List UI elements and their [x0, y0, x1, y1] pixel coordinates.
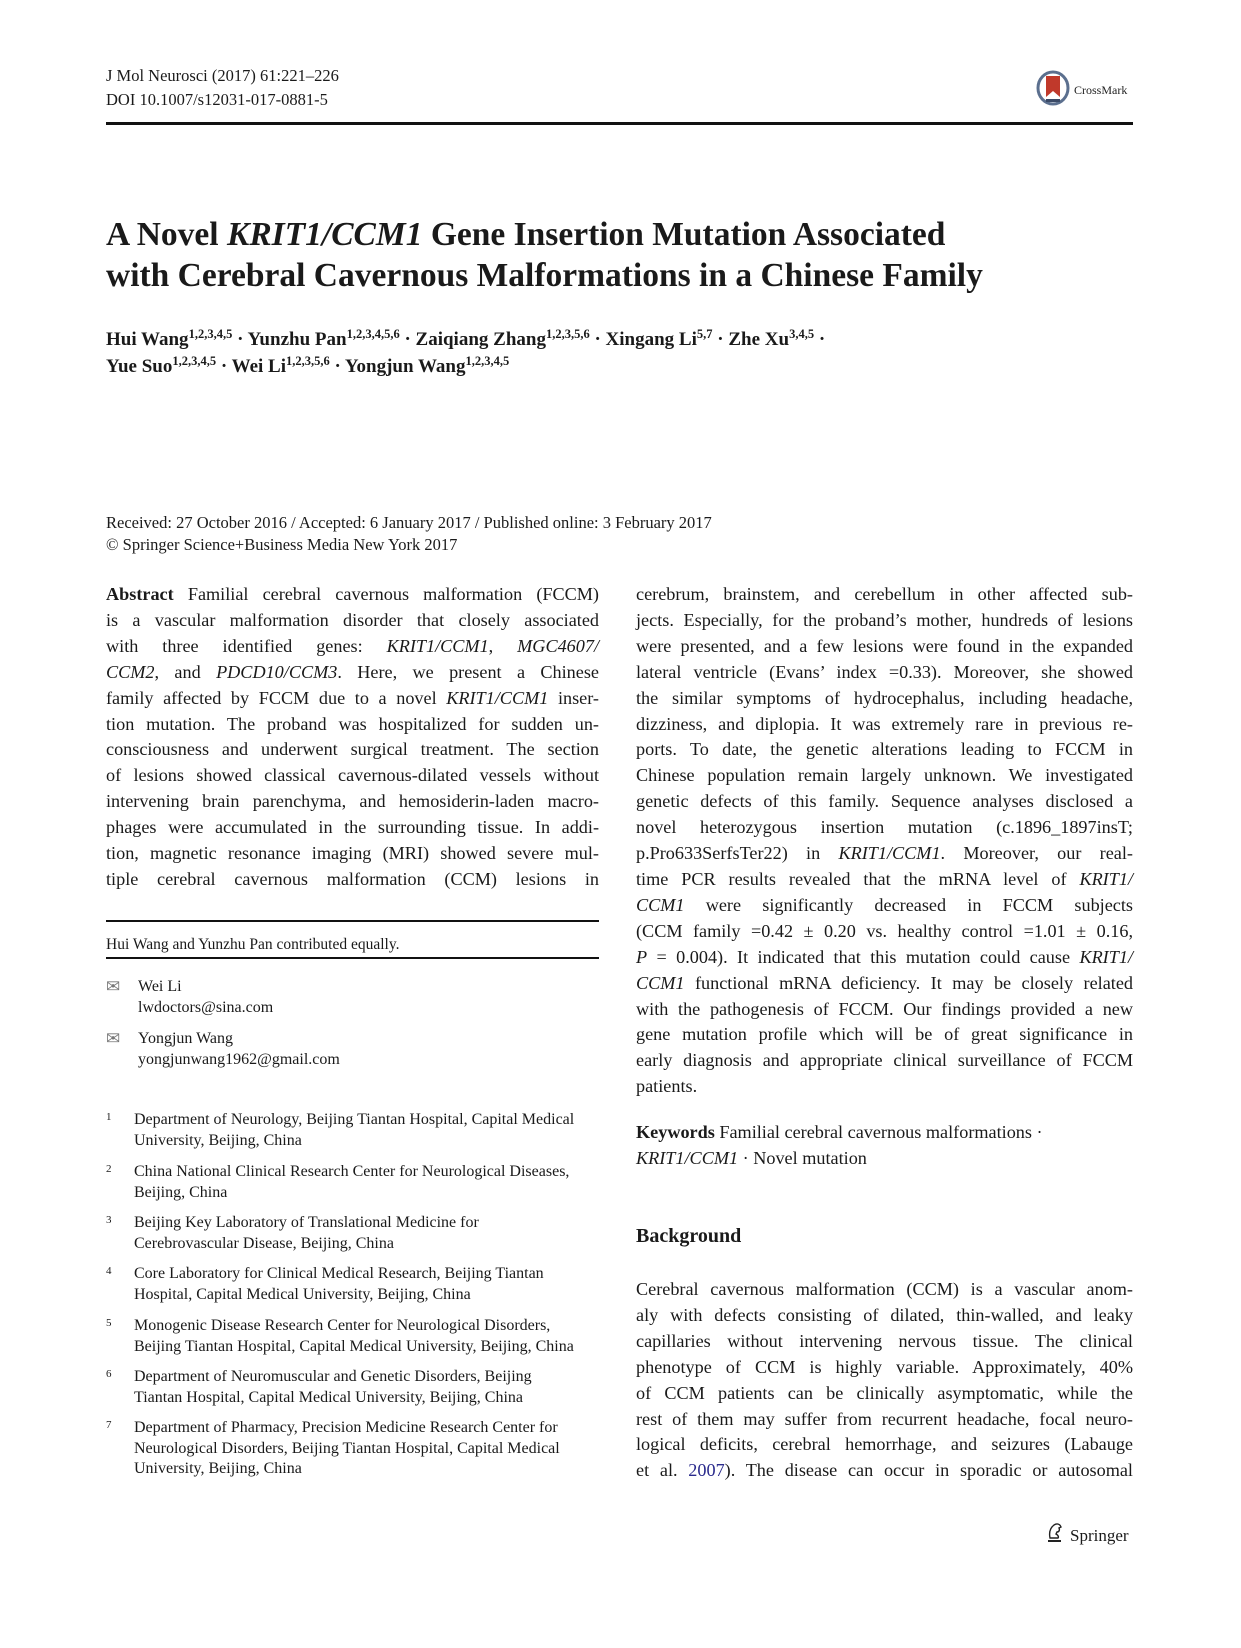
- affiliation-2: [106, 1162, 606, 1203]
- text-line: phages were accumulated in the surrounding tissue. In addi-: [106, 817, 599, 838]
- springer-horse-icon: [1046, 1522, 1064, 1549]
- author-separator: ·: [399, 329, 416, 350]
- title-line-2: with Cerebral Cavernous Malformations in a Chinese Family: [106, 257, 983, 294]
- affiliation-text: Beijing Key Laboratory of Translational Medicine for: [134, 1214, 479, 1231]
- author-separator: ·: [329, 356, 345, 377]
- author-separator: ·: [232, 329, 248, 350]
- affiliation-5: [106, 1316, 606, 1357]
- affiliation-text: Tiantan Hospital, Capital Medical University, Beijing, China: [134, 1388, 523, 1406]
- italic-gene-name: CCM2: [106, 661, 155, 682]
- text-line: capillaries without intervening nervous tissue. The clinical: [636, 1330, 1133, 1351]
- affiliation-number: 1: [106, 1111, 112, 1123]
- envelope-icon: ✉: [106, 977, 121, 996]
- affiliation-text: Core Laboratory for Clinical Medical Research, Beijing Tiantan: [134, 1265, 544, 1282]
- text-line: consciousness and underwent surgical treatment. The section: [106, 739, 599, 760]
- text-line: logical deficits, cerebral hemorrhage, and seizures (Labauge: [636, 1434, 1133, 1455]
- affiliation-number: 6: [106, 1368, 112, 1380]
- author-separator: ·: [216, 356, 232, 377]
- contact-email[interactable]: lwdoctors@sina.com: [138, 999, 274, 1016]
- text-line: jects. Especially, for the proband’s mother, hundreds of lesions: [636, 609, 1133, 630]
- author-affiliation-marks: 1,2,3,4,5: [188, 327, 233, 341]
- publisher-name: Springer: [1070, 1525, 1129, 1545]
- italic-gene-name: KRIT1/: [1079, 868, 1133, 889]
- citation-link[interactable]: 2007: [688, 1460, 725, 1481]
- author-name[interactable]: Zaiqiang Zhang: [415, 329, 546, 350]
- section-heading-background: Background: [636, 1225, 742, 1247]
- crossmark-badge[interactable]: [1036, 70, 1127, 111]
- footnote-rule-top: [106, 920, 599, 922]
- envelope-icon: ✉: [106, 1029, 121, 1048]
- author-affiliation-marks: 5,7: [696, 327, 713, 341]
- text-line: rest of them may suffer from recurrent headache, focal neuro-: [636, 1408, 1133, 1429]
- springer-footer-logo: [1046, 1522, 1129, 1549]
- text-line: ports. To date, the genetic alterations leading to FCCM in: [636, 739, 1133, 760]
- italic-gene-name: PDCD10/CCM3: [216, 661, 338, 682]
- affiliation-text: Beijing, China: [134, 1183, 228, 1201]
- author-affiliation-marks: 1,2,3,5,6: [286, 354, 330, 368]
- text-line: early diagnosis and appropriate clinical surveillance of FCCM: [636, 1050, 1133, 1071]
- footnote-rule-bottom: [106, 957, 599, 959]
- author-affiliation-marks: 1,2,3,4,5: [172, 354, 217, 368]
- text-line: tion mutation. The proband was hospitalized for sudden un-: [106, 713, 599, 734]
- affiliation-number: 7: [106, 1419, 112, 1431]
- background-paragraph: [636, 1277, 1133, 1484]
- affiliation-text: Beijing Tiantan Hospital, Capital Medical University, Beijing, China: [134, 1337, 574, 1355]
- equal-contribution-note: Hui Wang and Yunzhu Pan contributed equally.: [106, 936, 400, 953]
- author-affiliation-marks: 1,2,3,5,6: [545, 327, 590, 341]
- text-line: with the pathogenesis of FCCM. Our findings provided a new: [636, 998, 1133, 1019]
- text-line: gene mutation profile which will be of great significance in: [636, 1024, 1133, 1045]
- author-name[interactable]: Yunzhu Pan: [247, 329, 347, 350]
- journal-header: [106, 64, 339, 112]
- italic-gene-name: KRIT1/: [1079, 946, 1133, 967]
- paper-title: [106, 214, 1136, 296]
- keywords: Keywords Familial cerebral cavernous malformations · KRIT1/CCM1 · Novel mutation: [636, 1122, 1043, 1168]
- affiliation-text: Department of Neurology, Beijing Tiantan Hospital, Capital Medical: [134, 1111, 575, 1128]
- affiliation-text: Neurological Disorders, Beijing Tiantan Hospital, Capital Medical: [134, 1439, 560, 1457]
- doi[interactable]: DOI 10.1007/s12031-017-0881-5: [106, 90, 328, 109]
- affiliation-1: [106, 1110, 606, 1151]
- affiliation-6: [106, 1367, 606, 1408]
- text-line: with three identified genes: KRIT1/CCM1, MGC4607/: [106, 635, 599, 656]
- keywords-label: Keywords: [636, 1122, 715, 1142]
- text-line: novel heterozygous insertion mutation (c.1896_1897insT;: [636, 817, 1133, 838]
- affiliation-text: University, Beijing, China: [134, 1131, 302, 1149]
- title-line-1: A Novel KRIT1/CCM1 Gene Insertion Mutation Associated: [106, 216, 946, 253]
- author-affiliation-marks: 1,2,3,4,5,6: [346, 327, 400, 341]
- text-line: Cerebral cavernous malformation (CCM) is a vascular anom-: [636, 1279, 1133, 1299]
- text-line: CCM2, and PDCD10/CCM3. Here, we present a Chinese: [106, 661, 599, 682]
- text-line: dizziness, and diplopia. It was extremely rare in previous re-: [636, 713, 1133, 734]
- text-line: Chinese population remain largely unknown. We investigated: [636, 765, 1133, 786]
- text-line: (CCM family =0.42 ± 0.20 vs. healthy control =1.01 ± 0.16,: [636, 920, 1133, 941]
- italic-gene-name: KRIT1/CCM1: [386, 635, 489, 656]
- contact-email[interactable]: yongjunwang1962@gmail.com: [138, 1051, 340, 1068]
- crossmark-icon: [1036, 70, 1070, 111]
- affiliation-number: 4: [106, 1265, 112, 1277]
- text-line: were presented, and a few lesions were found in the expanded: [636, 635, 1133, 656]
- text-line: of CCM patients can be clinically asymptomatic, while the: [636, 1382, 1133, 1403]
- abstract-right-column: [636, 582, 1133, 1100]
- affiliation-text: University, Beijing, China: [134, 1460, 302, 1477]
- affiliation-text: China National Clinical Research Center for Neurological Diseases,: [134, 1163, 570, 1180]
- text-line: P = 0.004). It indicated that this mutation could cause KRIT1/: [636, 946, 1133, 967]
- affiliation-4: [106, 1264, 606, 1305]
- affiliation-7: [106, 1418, 606, 1480]
- text-line: phenotype of CCM is highly variable. Approximately, 40%: [636, 1356, 1133, 1377]
- author-name[interactable]: Zhe Xu: [728, 329, 790, 350]
- contact-name: Wei Li: [138, 978, 182, 995]
- italic-gene-name: KRIT1/CCM1: [838, 843, 941, 864]
- abstract-left-column: [106, 582, 599, 893]
- text-line: cerebrum, brainstem, and cerebellum in other affected sub-: [636, 584, 1133, 604]
- italic-gene-name: CCM1: [636, 972, 685, 993]
- italic-gene-name: P: [636, 946, 648, 967]
- author-list: [106, 326, 1136, 380]
- text-line: intervening brain parenchyma, and hemosiderin-laden macro-: [106, 791, 599, 812]
- affiliation-number: 5: [106, 1317, 112, 1329]
- affiliation-number: 3: [106, 1214, 112, 1226]
- affiliation-text: Hospital, Capital Medical University, Beijing, China: [134, 1285, 471, 1303]
- text-line: of lesions showed classical cavernous-dilated vessels without: [106, 765, 599, 786]
- affiliation-text: Cerebrovascular Disease, Beijing, China: [134, 1234, 394, 1252]
- text-line: tion, magnetic resonance imaging (MRI) showed severe mul-: [106, 843, 599, 864]
- author-name[interactable]: Yongjun Wang: [344, 356, 466, 377]
- affiliation-number: 2: [106, 1163, 112, 1175]
- text-line: is a vascular malformation disorder that closely associated: [106, 609, 599, 630]
- author-affiliation-marks: 1,2,3,4,5: [465, 354, 510, 368]
- author-separator: ·: [814, 329, 826, 350]
- received-accepted-published: Received: 27 October 2016 / Accepted: 6 January 2017 / Published online: 3 February 2017: [106, 513, 712, 532]
- affiliation-3: [106, 1213, 606, 1254]
- author-affiliation-marks: 3,4,5: [789, 327, 815, 341]
- text-line: aly with defects consisting of dilated, thin-walled, and leaky: [636, 1304, 1133, 1325]
- author-separator: ·: [712, 329, 729, 350]
- author-name[interactable]: Xingang Li: [605, 329, 697, 350]
- affiliation-text: Department of Neuromuscular and Genetic Disorders, Beijing: [134, 1368, 532, 1385]
- journal-citation: J Mol Neurosci (2017) 61:221–226: [106, 66, 339, 85]
- text-line: patients.: [636, 1076, 698, 1097]
- corresponding-author: [106, 976, 273, 1018]
- text-line: p.Pro633SerfsTer22) in KRIT1/CCM1. Moreover, our real-: [636, 843, 1133, 864]
- text-line: Abstract Familial cerebral cavernous malformation (FCCM): [106, 584, 599, 604]
- header-rule: [106, 122, 1133, 125]
- author-separator: ·: [589, 329, 606, 350]
- copyright: © Springer Science+Business Media New York 2017: [106, 535, 458, 554]
- text-line: genetic defects of this family. Sequence analyses disclosed a: [636, 791, 1133, 812]
- text-line: et al. 2007). The disease can occur in sporadic or autosomal: [636, 1460, 1133, 1481]
- author-name[interactable]: Wei Li: [231, 356, 286, 377]
- contact-name: Yongjun Wang: [138, 1030, 234, 1047]
- publication-dates: [106, 512, 712, 556]
- text-line: CCM1 were significantly decreased in FCCM subjects: [636, 894, 1133, 915]
- crossmark-label: CrossMark: [1074, 83, 1128, 97]
- author-name[interactable]: Hui Wang: [106, 329, 189, 350]
- text-line: tiple cerebral cavernous malformation (CCM) lesions in: [106, 868, 599, 889]
- author-name[interactable]: Yue Suo: [106, 356, 173, 377]
- italic-gene-name: CCM1: [636, 894, 685, 915]
- italic-gene-name: KRIT1/CCM1: [446, 687, 549, 708]
- text-line: CCM1 functional mRNA deficiency. It may be closely related: [636, 972, 1133, 993]
- italic-gene-name: MGC4607/: [517, 635, 599, 656]
- text-line: time PCR results revealed that the mRNA level of KRIT1/: [636, 868, 1133, 889]
- affiliation-text: Monogenic Disease Research Center for Neurological Disorders,: [134, 1317, 551, 1334]
- text-line: the similar symptoms of hydrocephalus, including headache,: [636, 687, 1133, 708]
- text-line: family affected by FCCM due to a novel KRIT1/CCM1 inser-: [106, 687, 599, 708]
- text-line: lateral ventricle (Evans’ index =0.33). Moreover, she showed: [636, 661, 1133, 682]
- abstract-label: Abstract: [106, 584, 174, 604]
- affiliation-text: Department of Pharmacy, Precision Medicine Research Center for: [134, 1419, 558, 1436]
- corresponding-author: [106, 1028, 340, 1070]
